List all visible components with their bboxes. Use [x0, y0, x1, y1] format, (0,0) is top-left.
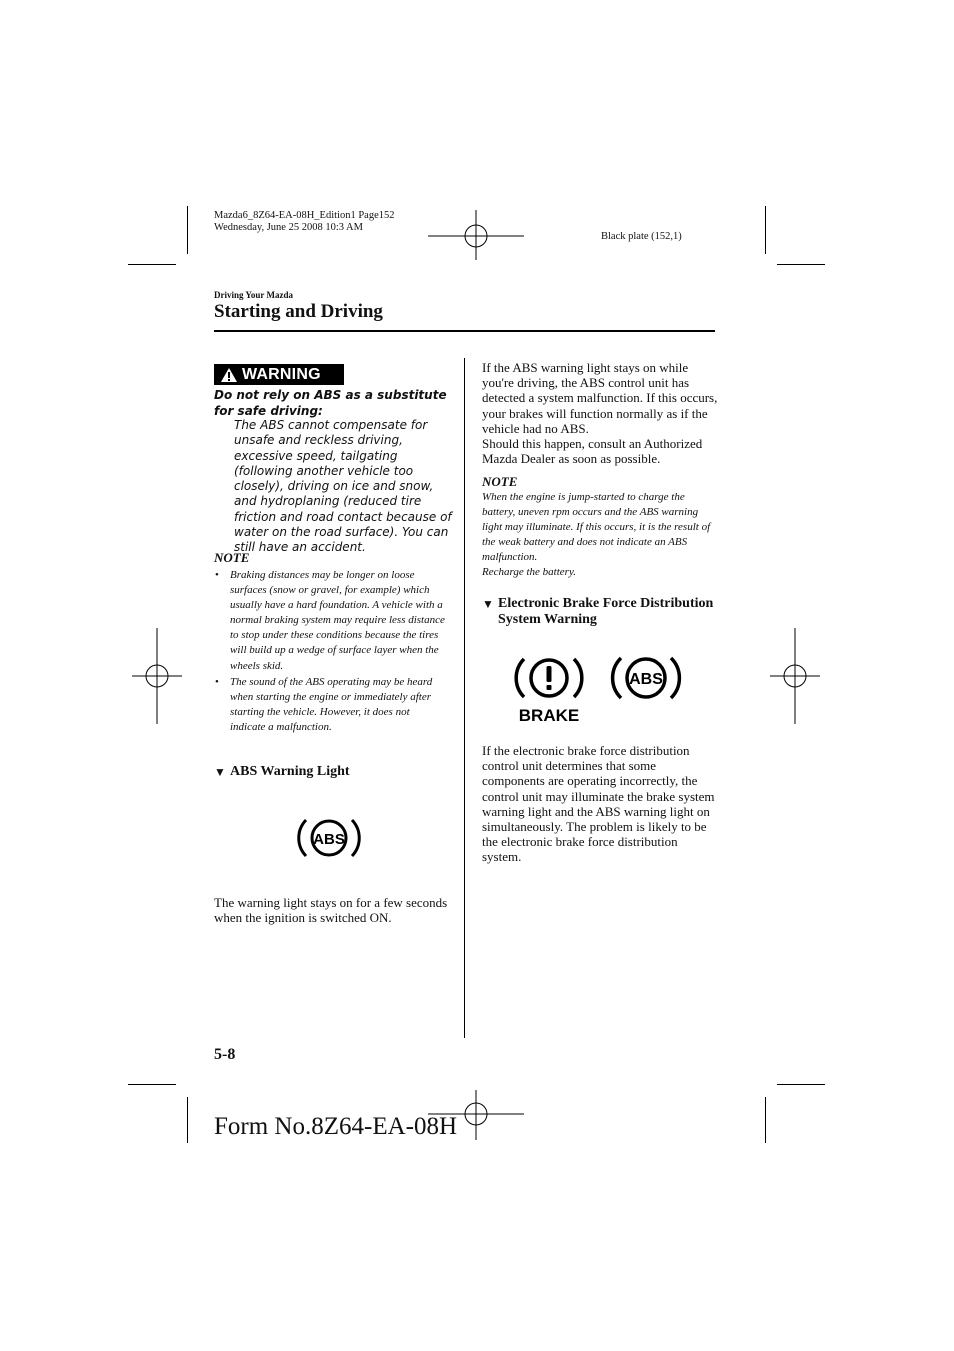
warning-triangle-icon: [220, 367, 238, 383]
warning-label: WARNING: [242, 365, 321, 383]
abs-malfunction-text: [482, 360, 718, 466]
triangle-down-icon: ▼: [214, 765, 226, 779]
abs-malfunction-para: If the ABS warning light stays on while you're driving, the ABS control unit has detected a system malfunction. If this occurs, your brakes will function normally as if the vehicle had no ABS.: [482, 360, 718, 436]
warning-heading: Do not rely on ABS as a substitute for safe driving:: [214, 388, 447, 418]
abs-warning-body: The warning light stays on for a few seconds when the ignition is switched ON.: [214, 895, 448, 926]
print-info-line1: Mazda6_8Z64-EA-08H_Edition1 Page152: [214, 210, 395, 221]
print-info: [214, 210, 395, 234]
ebd-warning-body: If the electronic brake force distribution control unit determines that some components are operating incorrectly, the control unit may illuminate the brake system warning light and the ABS warning light on simultaneously. The problem is likely to be the electronic brake force distribution system.: [482, 743, 715, 865]
ebd-warning-heading-text: Electronic Brake Force Distribution System Warning: [498, 596, 714, 627]
plate-label: Black plate (152,1): [601, 231, 682, 242]
triangle-down-icon: ▼: [482, 597, 494, 611]
print-info-line2: Wednesday, June 25 2008 10:3 AM: [214, 222, 363, 233]
note-title: NOTE: [214, 550, 250, 565]
brake-warning-light-icon: [512, 650, 586, 724]
registration-mark-right: [770, 628, 820, 724]
section-title: Starting and Driving: [214, 301, 383, 322]
page-number: 5-8: [214, 1046, 236, 1063]
title-rule: [214, 330, 715, 332]
abs-icon-label: ABS: [313, 831, 345, 848]
abs-warning-light-icon: [294, 812, 364, 864]
registration-mark-left: [132, 628, 182, 724]
abs-icon-label: ABS: [629, 671, 663, 688]
registration-mark-top: [428, 210, 524, 260]
ebd-warning-heading: [482, 596, 718, 628]
abs-warning-light-icon-2: [610, 650, 682, 706]
note-block-left: [214, 550, 446, 736]
abs-warning-heading: [214, 764, 454, 780]
form-number: Form No.8Z64-EA-08H: [214, 1113, 458, 1140]
warning-banner: [214, 364, 344, 385]
note-item: • Braking distances may be longer on loose surfaces (snow or gravel, for example) which usually have a hard foundation. A vehicle with a normal braking system may require less distance to stop under these conditions because the tires will build up a wedge of surface layer when the wheels skid.: [214, 568, 446, 674]
abs-warning-heading-text: ABS Warning Light: [230, 764, 350, 779]
brake-icon-label: BRAKE: [518, 706, 580, 724]
note-list: [214, 568, 446, 735]
note-item: • The sound of the ABS operating may be heard when starting the engine or immediately after starting the vehicle. However, it does not indicate a malfunction.: [214, 675, 446, 735]
warning-body: The ABS cannot compensate for unsafe and reckless driving, excessive speed, tailgating (following another vehicle too closely), driving on ice and snow, and hydroplaning (reduced tire friction and road contact because of water on the road surface). You can still have an accident.: [234, 418, 452, 555]
note-block-right: [482, 474, 712, 581]
dealer-advice-para: Should this happen, consult an Authorized Mazda Dealer as soon as possible.: [482, 436, 703, 467]
column-divider: [464, 358, 465, 1038]
section-label: Driving Your Mazda: [214, 290, 294, 300]
note-text: When the engine is jump-started to charge the battery, uneven rpm occurs and the ABS warning light may illuminate. If this occurs, it is the result of the weak battery and does not indicate an ABS malfunction.: [482, 491, 711, 564]
note-text-recharge: Recharge the battery.: [482, 566, 576, 579]
note-title: NOTE: [482, 474, 518, 489]
